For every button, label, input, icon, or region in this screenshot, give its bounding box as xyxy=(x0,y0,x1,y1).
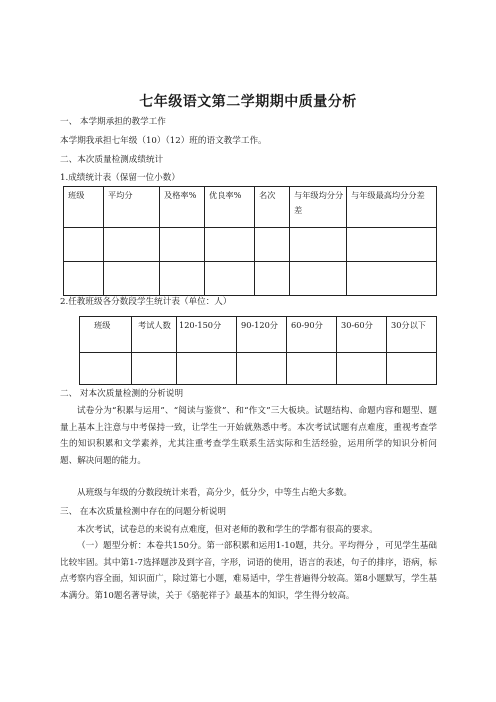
table-cell[interactable] xyxy=(104,262,160,296)
table-cell[interactable] xyxy=(104,228,160,262)
table-cell[interactable] xyxy=(387,353,437,385)
section-1-text: 本学期我承担七年级（10）（12）班的语文教学工作。 xyxy=(60,136,267,146)
problem-paragraph-1: 本次考试，试卷总的来说有点难度，但对老师的教和学生的学都有很高的要求。 xyxy=(77,525,378,535)
table-cell[interactable] xyxy=(132,353,177,385)
table-header-cell: 120-150分 xyxy=(177,317,237,353)
table-cell[interactable] xyxy=(160,262,205,296)
table-header-cell: 60-90分 xyxy=(287,317,337,353)
table-row xyxy=(64,262,437,296)
table-header-cell: 优良率% xyxy=(205,187,255,228)
table-cell[interactable] xyxy=(64,262,104,296)
table-cell[interactable] xyxy=(255,262,290,296)
table-header-cell: 与年级最高均分分差 xyxy=(347,187,437,228)
table-header-cell: 90-120分 xyxy=(237,317,287,353)
analysis-paragraph-2: 从班级与年级的分数段统计来看，高分少，低分少，中等生占绝大多数。 xyxy=(77,488,353,498)
table-header-cell: 考试人数 xyxy=(132,317,177,353)
analysis-paragraph-1: 试卷分为“积累与运用”、“阅读与鉴赏”、和“作文”三大板块。试题结构、命题内容和题型、题量上基本上注意与中考保持一致，让学生一开始就熟悉中考。本次考试试题有点难度，重视考查学生的知识积累和文学素养，尤其注重考查学生联系生活实际和生活经验，运用所学的知识分析问题、解决问题的能力。 xyxy=(60,406,437,466)
table-cell[interactable] xyxy=(290,228,347,262)
table-cell[interactable] xyxy=(177,353,237,385)
table-header-cell: 班级 xyxy=(64,187,104,228)
table-cell[interactable] xyxy=(160,228,205,262)
table-header-cell: 30-60分 xyxy=(337,317,387,353)
score-band-table xyxy=(79,316,437,385)
table-cell[interactable] xyxy=(287,353,337,385)
table-cell[interactable] xyxy=(290,262,347,296)
table-header-cell: 名次 xyxy=(255,187,290,228)
section-1-heading: 一、 本学期承担的教学工作 xyxy=(60,117,166,127)
page-title: 七年级语文第二学期期中质量分析 xyxy=(139,94,357,110)
table-header-cell: 班级 xyxy=(80,317,132,353)
table-cell[interactable] xyxy=(80,353,132,385)
section-4-heading: 三、 在本次质量检测中存在的问题分析说明 xyxy=(60,507,227,517)
table-cell[interactable] xyxy=(347,228,437,262)
section-2-heading: 二、本次质量检测成绩统计 xyxy=(60,155,164,165)
table-cell[interactable] xyxy=(205,262,255,296)
problem-paragraph-2: （一）题型分析：本卷共150分。第一部积累和运用1-10题，共分。平均得分 ，可见学生基础比较牢固。其中第1-7选择题涉及到字音，字形，词语的使用，语言的表述，句子的排序，语病，标点考察内容全面，知识面广，除过第七小题，难易适中，学生普遍得分较高。第8小题默写，学生基本满分。第10题名著导读，关于《骆驼祥子》最基本的知识，学生得分较高。 xyxy=(60,541,437,601)
table-header-cell: 与年级均分分差 xyxy=(290,187,347,228)
table-header-cell: 30分以下 xyxy=(387,317,437,353)
table-row xyxy=(64,228,437,262)
table-cell[interactable] xyxy=(347,262,437,296)
table-cell[interactable] xyxy=(255,228,290,262)
table-row xyxy=(80,353,437,385)
table-cell[interactable] xyxy=(64,228,104,262)
table-header-cell: 及格率% xyxy=(160,187,205,228)
table-cell[interactable] xyxy=(337,353,387,385)
table-header-cell: 平均分 xyxy=(104,187,160,228)
table-cell[interactable] xyxy=(205,228,255,262)
score-statistics-table xyxy=(63,186,437,296)
table-2-caption: 2.任教班级各分数段学生统计表（单位：人） xyxy=(60,297,232,307)
section-3-heading: 二、 对本次质量检测的分析说明 xyxy=(60,389,184,399)
table-1-caption: 1.成绩统计表（保留一位小数） xyxy=(60,173,180,183)
table-cell[interactable] xyxy=(237,353,287,385)
